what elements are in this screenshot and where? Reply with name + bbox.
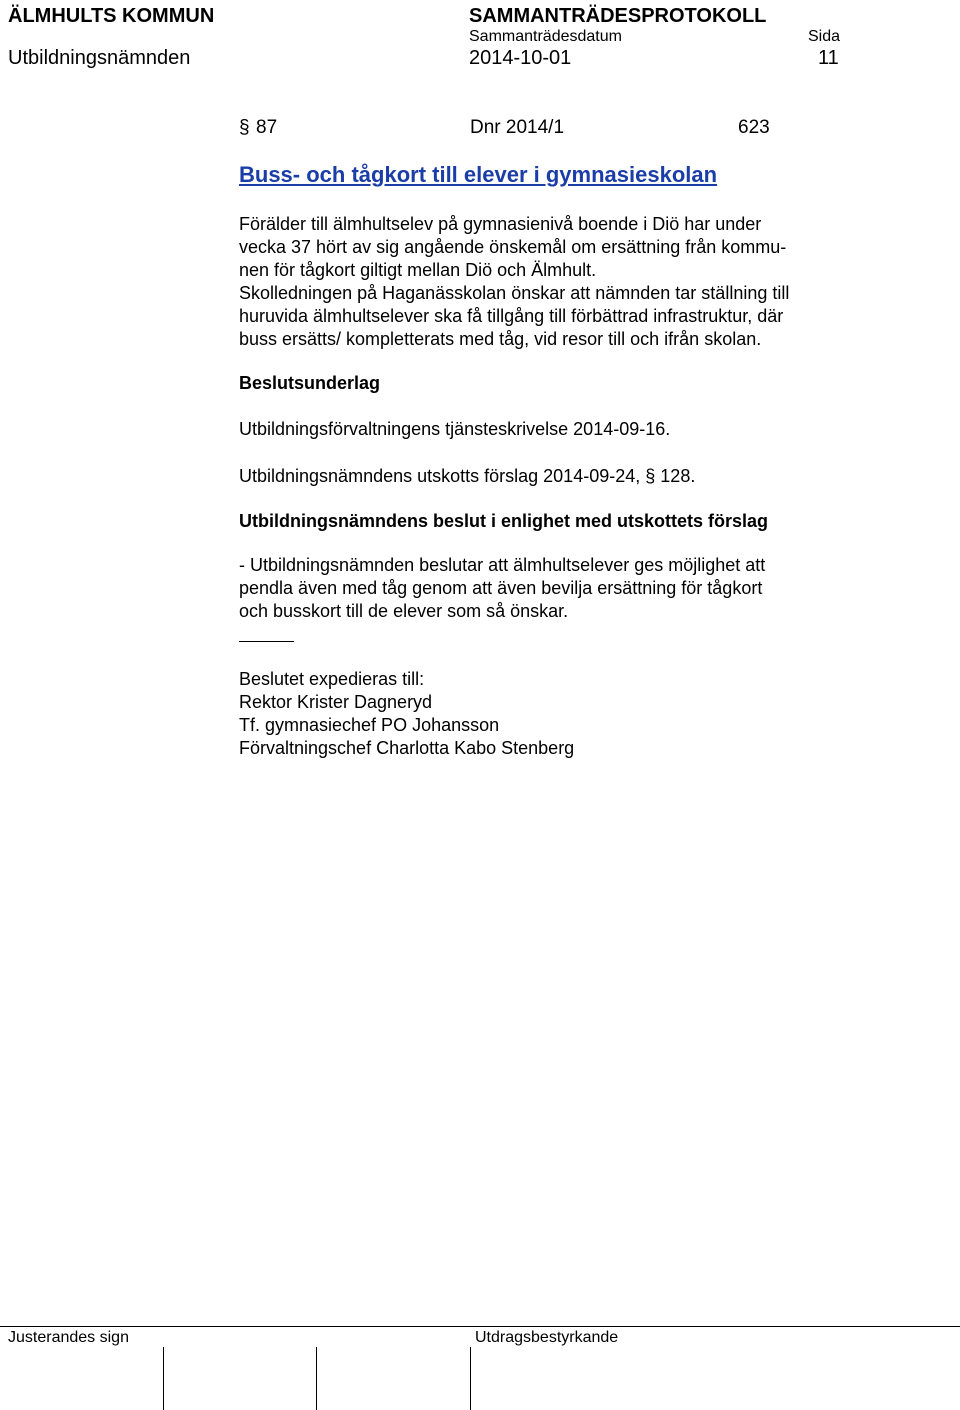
decision-line: - Utbildningsnämnden beslutar att älmhultselever ges möjlighet att [239, 555, 766, 575]
basis-item-2-symbol: § [645, 466, 656, 486]
dispatch-heading: Beslutet expedieras till: [239, 669, 425, 689]
date-label: Sammanträdesdatum [469, 28, 622, 45]
adjust-sign-label: Justerandes sign [8, 1329, 129, 1346]
doc-type: SAMMANTRÄDESPROTOKOLL [469, 5, 767, 27]
intro-line: buss ersätts/ kompletterats med tåg, vid resor till och ifrån skolan. [239, 329, 762, 349]
intro-line: huruvida älmhultselever ska få tillgång till förbättrad infrastruktur, där [239, 306, 784, 326]
decision-heading: Utbildningsnämndens beslut i enlighet med utskottets förslag [239, 511, 769, 531]
footer-rule [0, 1326, 960, 1327]
decision-line: och busskort till de elever som så önskar. [239, 601, 569, 621]
signature-box-divider [316, 1347, 317, 1410]
basis-item-1: Utbildningsförvaltningens tjänsteskrivelse 2014-09-16. [239, 419, 671, 439]
basis-heading: Beslutsunderlag [239, 373, 381, 393]
decision-paragraph [239, 554, 859, 623]
basis-item-2 [239, 465, 695, 488]
section-symbol: § [239, 117, 250, 138]
item-title: Buss- och tågkort till elever i gymnasieskolan [239, 162, 718, 187]
decision-line: pendla även med tåg genom att även bevilja ersättning för tågkort [239, 578, 763, 598]
dispatch-recipient: Tf. gymnasiechef PO Johansson [239, 715, 500, 735]
page-number: 11 [818, 47, 839, 69]
section-number: 87 [256, 117, 278, 138]
intro-paragraph [239, 213, 859, 351]
signature-box-divider [470, 1347, 471, 1410]
basis-item-2-text: Utbildningsnämndens utskotts förslag 2014-09-24, [239, 466, 641, 486]
intro-line: Skolledningen på Haganässkolan önskar att nämnden tar ställning till [239, 283, 790, 303]
committee-name: Utbildningsnämnden [8, 47, 191, 69]
intro-line: Förälder till älmhultselev på gymnasienivå boende i Diö har under [239, 214, 762, 234]
signature-box-divider [163, 1347, 164, 1410]
basis-item-2-number: 128. [660, 466, 696, 486]
dispatch-block [239, 668, 859, 760]
meeting-date: 2014-10-01 [469, 47, 572, 69]
separator-rule [239, 641, 294, 642]
dispatch-recipient: Förvaltningschef Charlotta Kabo Stenberg [239, 738, 575, 758]
intro-line: vecka 37 hört av sig angående önskemål om ersättning från kommu- [239, 237, 787, 257]
dnr-number: 623 [738, 117, 770, 138]
dnr: Dnr 2014/1 [470, 117, 565, 138]
extract-cert-label: Utdragsbestyrkande [475, 1329, 619, 1346]
page-label: Sida [808, 28, 841, 45]
dispatch-recipient: Rektor Krister Dagneryd [239, 692, 433, 712]
org-name: ÄLMHULTS KOMMUN [8, 5, 215, 27]
intro-line: nen för tågkort giltigt mellan Diö och Älmhult. [239, 260, 597, 280]
